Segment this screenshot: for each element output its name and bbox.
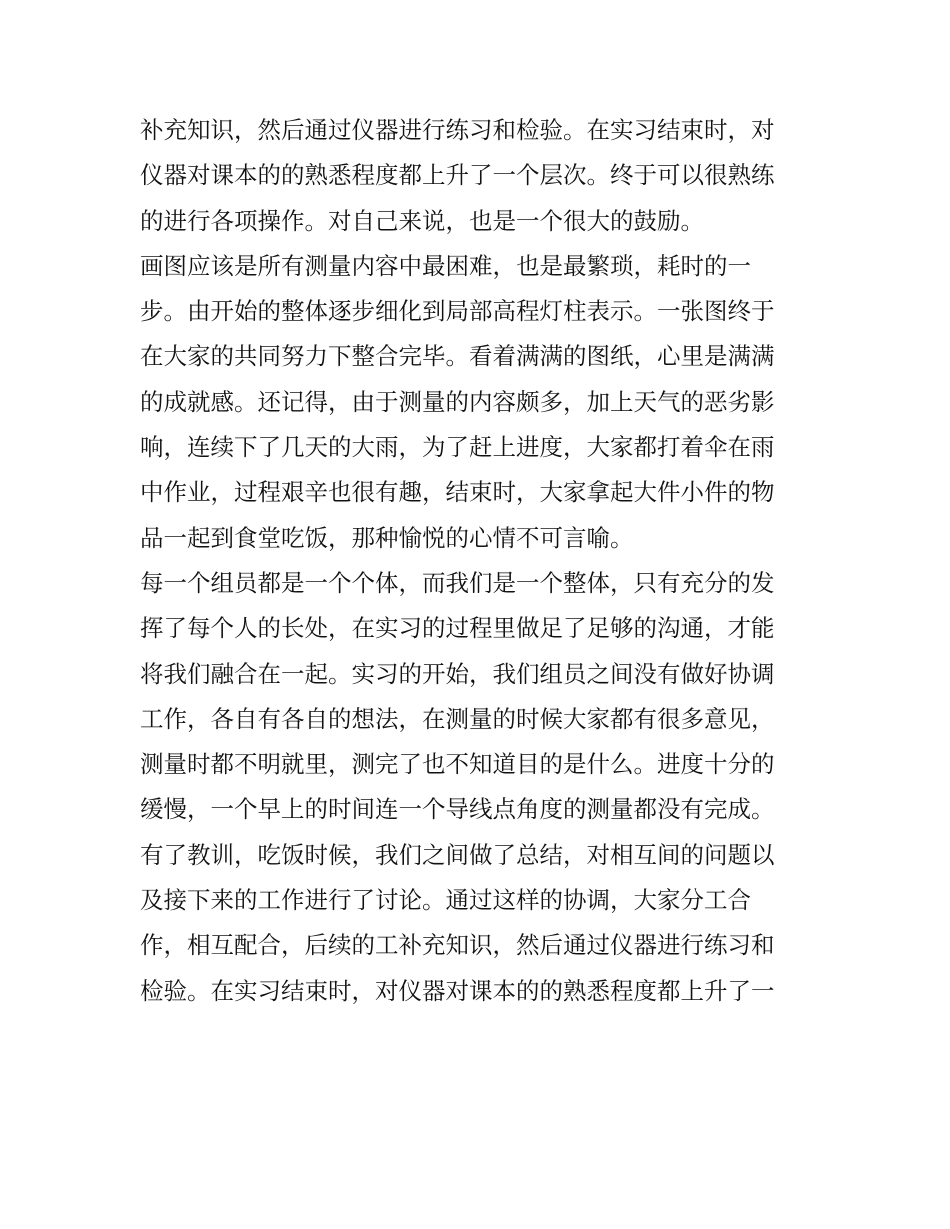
text-line: 仪器对课本的的熟悉程度都上升了一个层次。终于可以很熟练 (140, 161, 775, 190)
text-line: 缓慢，一个早上的时间连一个导线点角度的测量都没有完成。 (140, 795, 775, 824)
text-line: 挥了每个人的长处，在实习的过程里做足了足够的沟通，才能 (140, 614, 775, 643)
text-line: 的进行各项操作。对自己来说，也是一个很大的鼓励。 (140, 206, 704, 235)
text-line: 画图应该是所有测量内容中最困难，也是最繁琐，耗时的一 (140, 251, 751, 280)
text-line: 每一个组员都是一个个体，而我们是一个整体，只有充分的发 (140, 568, 775, 597)
text-line: 及接下来的工作进行了讨论。通过这样的协调，大家分工合 (140, 886, 751, 915)
text-line: 在大家的共同努力下整合完毕。看着满满的图纸，心里是满满 (140, 342, 775, 371)
text-line: 步。由开始的整体逐步细化到局部高程灯柱表示。一张图终于 (140, 297, 775, 326)
text-line: 中作业，过程艰辛也很有趣，结束时，大家拿起大件小件的物 (140, 478, 775, 507)
text-line: 的成就感。还记得，由于测量的内容颇多，加上天气的恶劣影 (140, 387, 775, 416)
text-line: 响，连续下了几天的大雨，为了赶上进度，大家都打着伞在雨 (140, 433, 775, 462)
text-line: 补充知识，然后通过仪器进行练习和检验。在实习结束时，对 (140, 116, 775, 144)
text-line: 测量时都不明就里，测完了也不知道目的是什么。进度十分的 (140, 750, 775, 779)
text-line: 工作，各自有各自的想法，在测量的时候大家都有很多意见， (140, 704, 775, 733)
text-line: 有了教训，吃饭时候，我们之间做了总结，对相互间的问题以 (140, 840, 775, 869)
text-line: 将我们融合在一起。实习的开始，我们组员之间没有做好协调 (140, 659, 775, 688)
text-line: 品一起到食堂吃饭，那种愉悦的心情不可言喻。 (140, 523, 634, 552)
text-line: 检验。在实习结束时，对仪器对课本的的熟悉程度都上升了一 (140, 976, 775, 1005)
body-text (140, 108, 820, 1014)
text-line: 作，相互配合，后续的工补充知识，然后通过仪器进行练习和 (140, 931, 775, 960)
